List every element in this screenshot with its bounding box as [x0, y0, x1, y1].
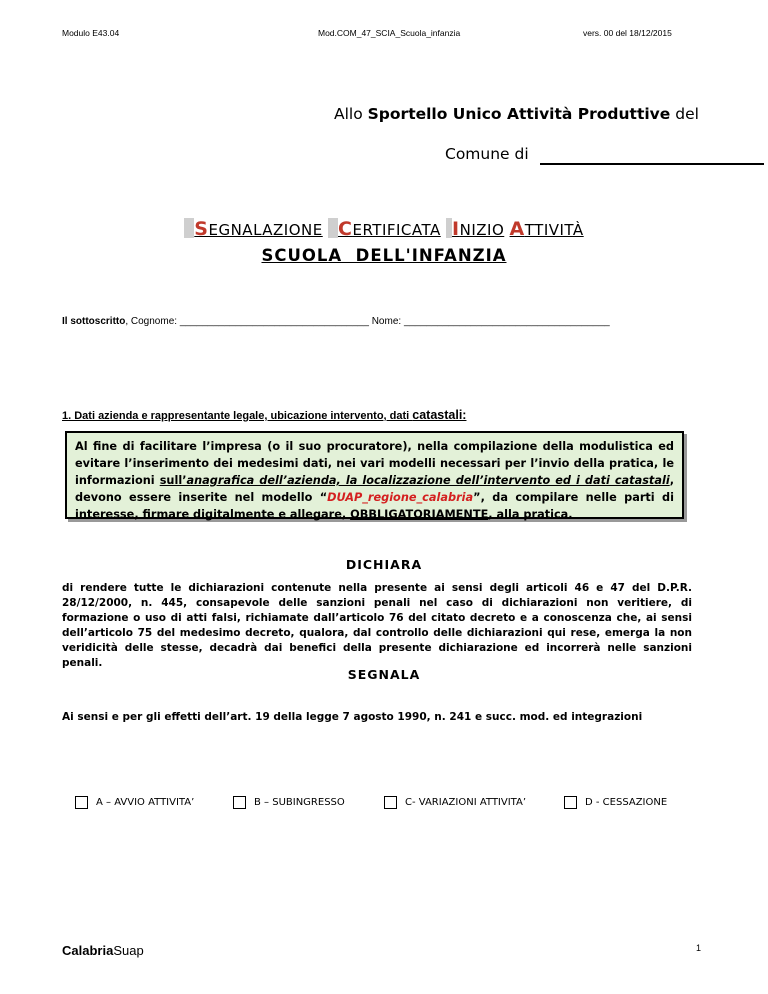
- dichiara-text: di rendere tutte le dichiarazioni contenute nella presente ai sensi degli articoli 46 e 47 del D.P.R. 28/12/2000, n. 445, consapevole delle sanzioni penali nel caso di dichiarazioni non veritiere, di formazione o uso di atti falsi, richiamate dall’articolo 76 del citato decreto e a conoscenza che, ai sensi dell’articolo 75 del medesimo decreto, qualora, dal controllo delle dichiarazioni qui rese, emerga la non veridicità delle stesse, decadrà dai benefici della presente dichiarazione ed incorrerà nelle sanzioni penali.: [62, 582, 692, 669]
- document-subtitle: SCUOLA DELL'INFANZIA: [261, 246, 507, 265]
- segnala-text: Ai sensi e per gli effetti dell’art. 19 della legge 7 agosto 1990, n. 241 e succ. mod. ed integrazioni: [62, 711, 643, 723]
- cognome-field[interactable]: __________________________________: [179, 316, 369, 327]
- declarant-line: Il sottoscritto, Cognome: __________________________________ Nome: _____________________________________: [62, 316, 610, 327]
- declarant-label: Il sottoscritto: [62, 316, 126, 327]
- calabriasuap-logo: CalabriaSuap: [62, 943, 144, 958]
- nome-field[interactable]: _____________________________________: [403, 316, 610, 327]
- header-version: vers. 00 del 18/12/2015: [583, 28, 672, 38]
- checkbox-subingresso[interactable]: [233, 796, 246, 809]
- comune-line: [445, 145, 764, 165]
- duap-model-name: DUAP_regione_calabria: [327, 491, 474, 504]
- segnala-heading: SEGNALA: [347, 667, 421, 682]
- page-number: 1: [696, 943, 702, 953]
- comune-label: Comune di: [445, 145, 529, 163]
- option-variazioni[interactable]: C- VARIAZIONI ATTIVITA’: [384, 796, 526, 809]
- header-module-code: Modulo E43.04: [62, 28, 120, 38]
- comune-field[interactable]: [540, 145, 764, 165]
- document-title: SEGNALAZIONE CERTIFICATA INIZIO ATTIVITÀ: [0, 218, 768, 240]
- dichiara-heading: DICHIARA: [345, 557, 423, 572]
- addressee-line: Allo Sportello Unico Attività Produttive del: [334, 105, 699, 123]
- section-1-title: 1. Dati azienda e rappresentante legale, ubicazione intervento, dati catastali:: [62, 408, 467, 422]
- option-cessazione[interactable]: D - CESSAZIONE: [564, 796, 667, 809]
- addressee-office: Sportello Unico Attività Produttive: [367, 105, 671, 123]
- info-box: Al fine di facilitare l’impresa (o il suo procuratore), nella compilazione della modulistica ed evitare l’inserimento dei medesimi dati, nei vari modelli necessari per l’invio della pratica, le informazioni sull’anagrafica dell’azienda, la localizzazione dell’intervento ed i dati catastali, devono essere inserite nel modello “DUAP_regione_calabria”, da compilare nelle parti di interesse, firmare digitalmente e allegare, OBBLIGATORIAMENTE, alla pratica.: [65, 431, 684, 519]
- checkbox-cessazione[interactable]: [564, 796, 577, 809]
- header-model-name: Mod.COM_47_SCIA_Scuola_infanzia: [318, 28, 461, 38]
- checkbox-avvio[interactable]: [75, 796, 88, 809]
- option-avvio[interactable]: A – AVVIO ATTIVITA’: [75, 796, 194, 809]
- checkbox-variazioni[interactable]: [384, 796, 397, 809]
- option-subingresso[interactable]: B – SUBINGRESSO: [233, 796, 345, 809]
